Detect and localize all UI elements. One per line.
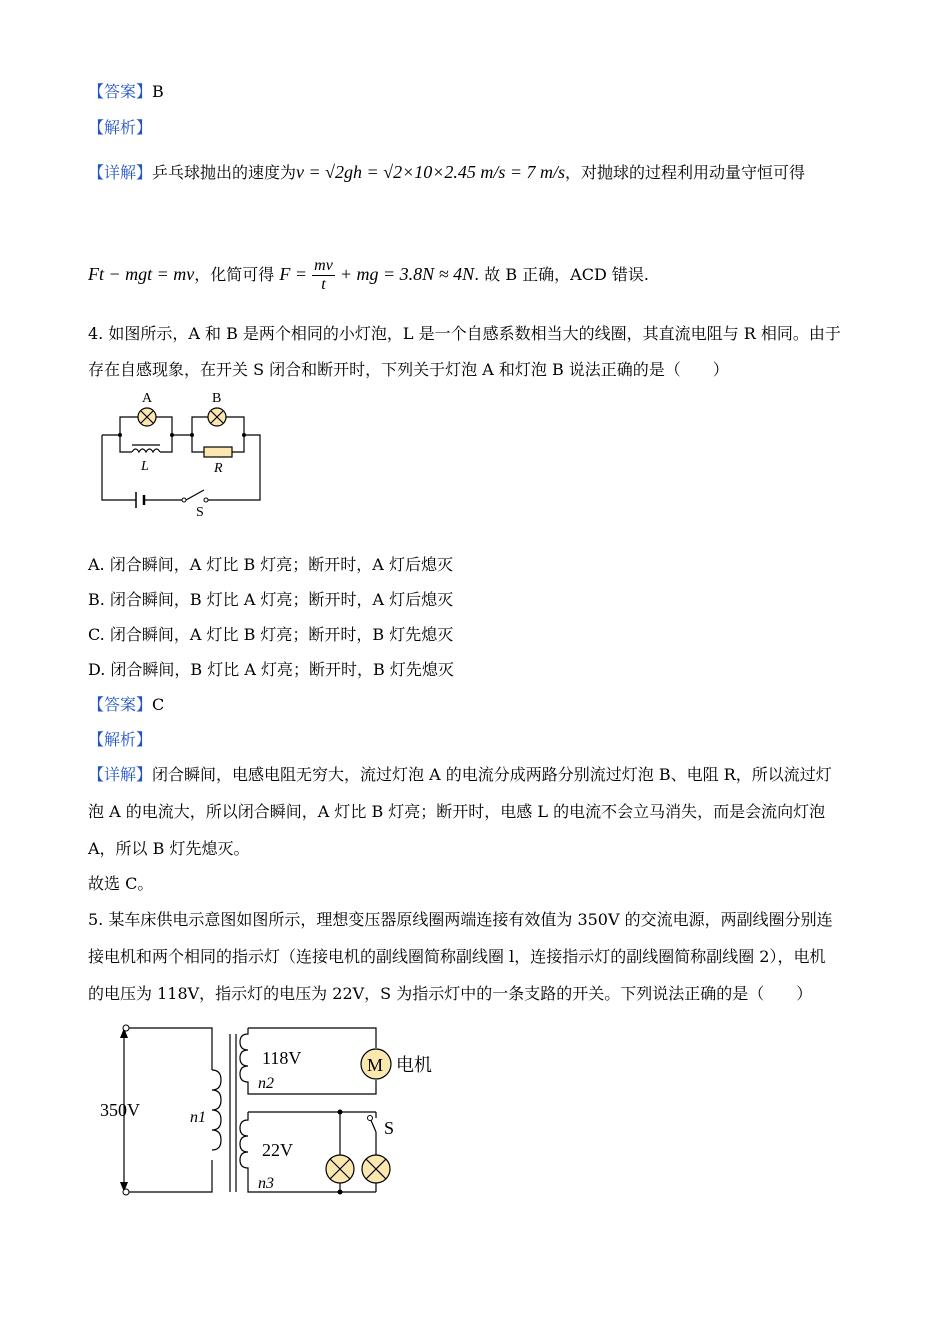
analysis-tag: 【解析】 xyxy=(88,730,153,749)
q4-stem-1: 4. 如图所示，A 和 B 是两个相同的小灯泡，L 是一个自感系数相当大的线圈，其直流电阻与 R 相同。由于 xyxy=(88,324,841,343)
q3-detail-line-1 xyxy=(88,162,805,183)
answer-value: C xyxy=(152,695,165,714)
q4-detail-3: A，所以 B 灯先熄灭。 xyxy=(88,839,250,858)
detail-text: ，对抛球的过程利用动量守恒可得 xyxy=(565,163,806,182)
answer-tag: 【答案】 xyxy=(88,82,153,101)
label-primary-turns: n1 xyxy=(190,1109,206,1126)
lamp-b-icon xyxy=(208,408,226,426)
resistor-icon xyxy=(204,447,232,457)
q4-detail-2: 泡 A 的电流大，所以闭合瞬间，A 灯比 B 灯亮；断开时，电感 L 的电流不会立马消失，而是会流向灯泡 xyxy=(88,802,826,821)
q4-answer-line xyxy=(88,695,164,715)
detail-text: 乒乓球抛出的速度为 xyxy=(152,163,297,182)
q3-answer-line xyxy=(88,82,164,102)
label-lamp-b: B xyxy=(212,391,222,406)
q5-stem-1: 5. 某车床供电示意图如图所示，理想变压器原线圈两端连接有效值为 350V 的交流电源，两副线圈分别连 xyxy=(88,910,833,929)
q4-analysis-line xyxy=(88,730,152,750)
q4-option-d: D. 闭合瞬间，B 灯比 A 灯亮；断开时，B 灯先熄灭 xyxy=(88,660,454,679)
label-switch: S xyxy=(196,505,204,518)
force-formula-lhs: F = xyxy=(279,264,308,284)
detail-text: . 故 B 正确，ACD 错误. xyxy=(474,265,649,284)
q4-detail-1 xyxy=(88,765,832,785)
detail-tag: 【详解】 xyxy=(88,163,153,182)
q4-circuit-figure xyxy=(96,390,268,518)
q3-detail-line-2 xyxy=(88,256,649,294)
label-secondary2-voltage: 22V xyxy=(262,1140,293,1160)
q4-conclusion: 故选 C。 xyxy=(88,874,154,893)
q3-analysis-line xyxy=(88,118,152,138)
label-secondary1-voltage: 118V xyxy=(262,1048,302,1068)
lamp-a-icon xyxy=(138,408,156,426)
q5-stem-2: 接电机和两个相同的指示灯（连接电机的副线圈简称副线圈 l，连接指示灯的副线圈简称副线圈 2），电机 xyxy=(88,947,826,966)
answer-tag: 【答案】 xyxy=(88,695,153,714)
velocity-formula: v = √2gh = √2×10×2.45 m/s = 7 m/s xyxy=(296,162,566,182)
answer-value: B xyxy=(152,82,164,101)
force-formula-rhs: + mg = 3.8N ≈ 4N xyxy=(339,264,475,284)
label-lamp-a: A xyxy=(142,391,153,406)
label-inductor: L xyxy=(141,459,149,474)
q5-stem-3: 的电压为 118V，指示灯的电压为 22V，S 为指示灯中的一条支路的开关。下列说法正确的是（ ） xyxy=(88,984,813,1003)
detail-text: ，化简可得 xyxy=(194,265,275,284)
fraction-denominator: t xyxy=(321,276,326,293)
indicator-lamp-1-icon xyxy=(326,1155,354,1183)
momentum-formula: Ft − mgt = mv xyxy=(88,264,195,284)
force-fraction xyxy=(312,257,335,294)
q5-transformer-figure xyxy=(100,1020,450,1202)
motor-symbol: M xyxy=(367,1055,384,1075)
detail-tag: 【详解】 xyxy=(88,765,153,784)
label-switch: S xyxy=(384,1118,395,1138)
q4-option-c: C. 闭合瞬间，A 灯比 B 灯亮；断开时，B 灯先熄灭 xyxy=(88,625,454,644)
label-primary-voltage: 350V xyxy=(100,1100,140,1120)
label-resistor: R xyxy=(214,461,223,476)
fraction-numerator: mv xyxy=(314,257,333,274)
q4-option-b: B. 闭合瞬间，B 灯比 A 灯亮；断开时，A 灯后熄灭 xyxy=(88,590,454,609)
label-secondary2-turns: n3 xyxy=(258,1175,274,1192)
q4-option-a: A. 闭合瞬间，A 灯比 B 灯亮；断开时，A 灯后熄灭 xyxy=(88,555,453,574)
detail-text: 闭合瞬间，电感电阻无穷大，流过灯泡 A 的电流分成两路分别流过灯泡 B、电阻 R，所以流过灯 xyxy=(152,765,832,784)
motor-label: 电机 xyxy=(396,1055,432,1075)
q4-stem-2: 存在自感现象，在开关 S 闭合和断开时，下列关于灯泡 A 和灯泡 B 说法正确的是（ ） xyxy=(88,360,729,379)
analysis-tag: 【解析】 xyxy=(88,118,153,137)
indicator-lamp-2-icon xyxy=(362,1155,390,1183)
label-secondary1-turns: n2 xyxy=(258,1075,274,1092)
